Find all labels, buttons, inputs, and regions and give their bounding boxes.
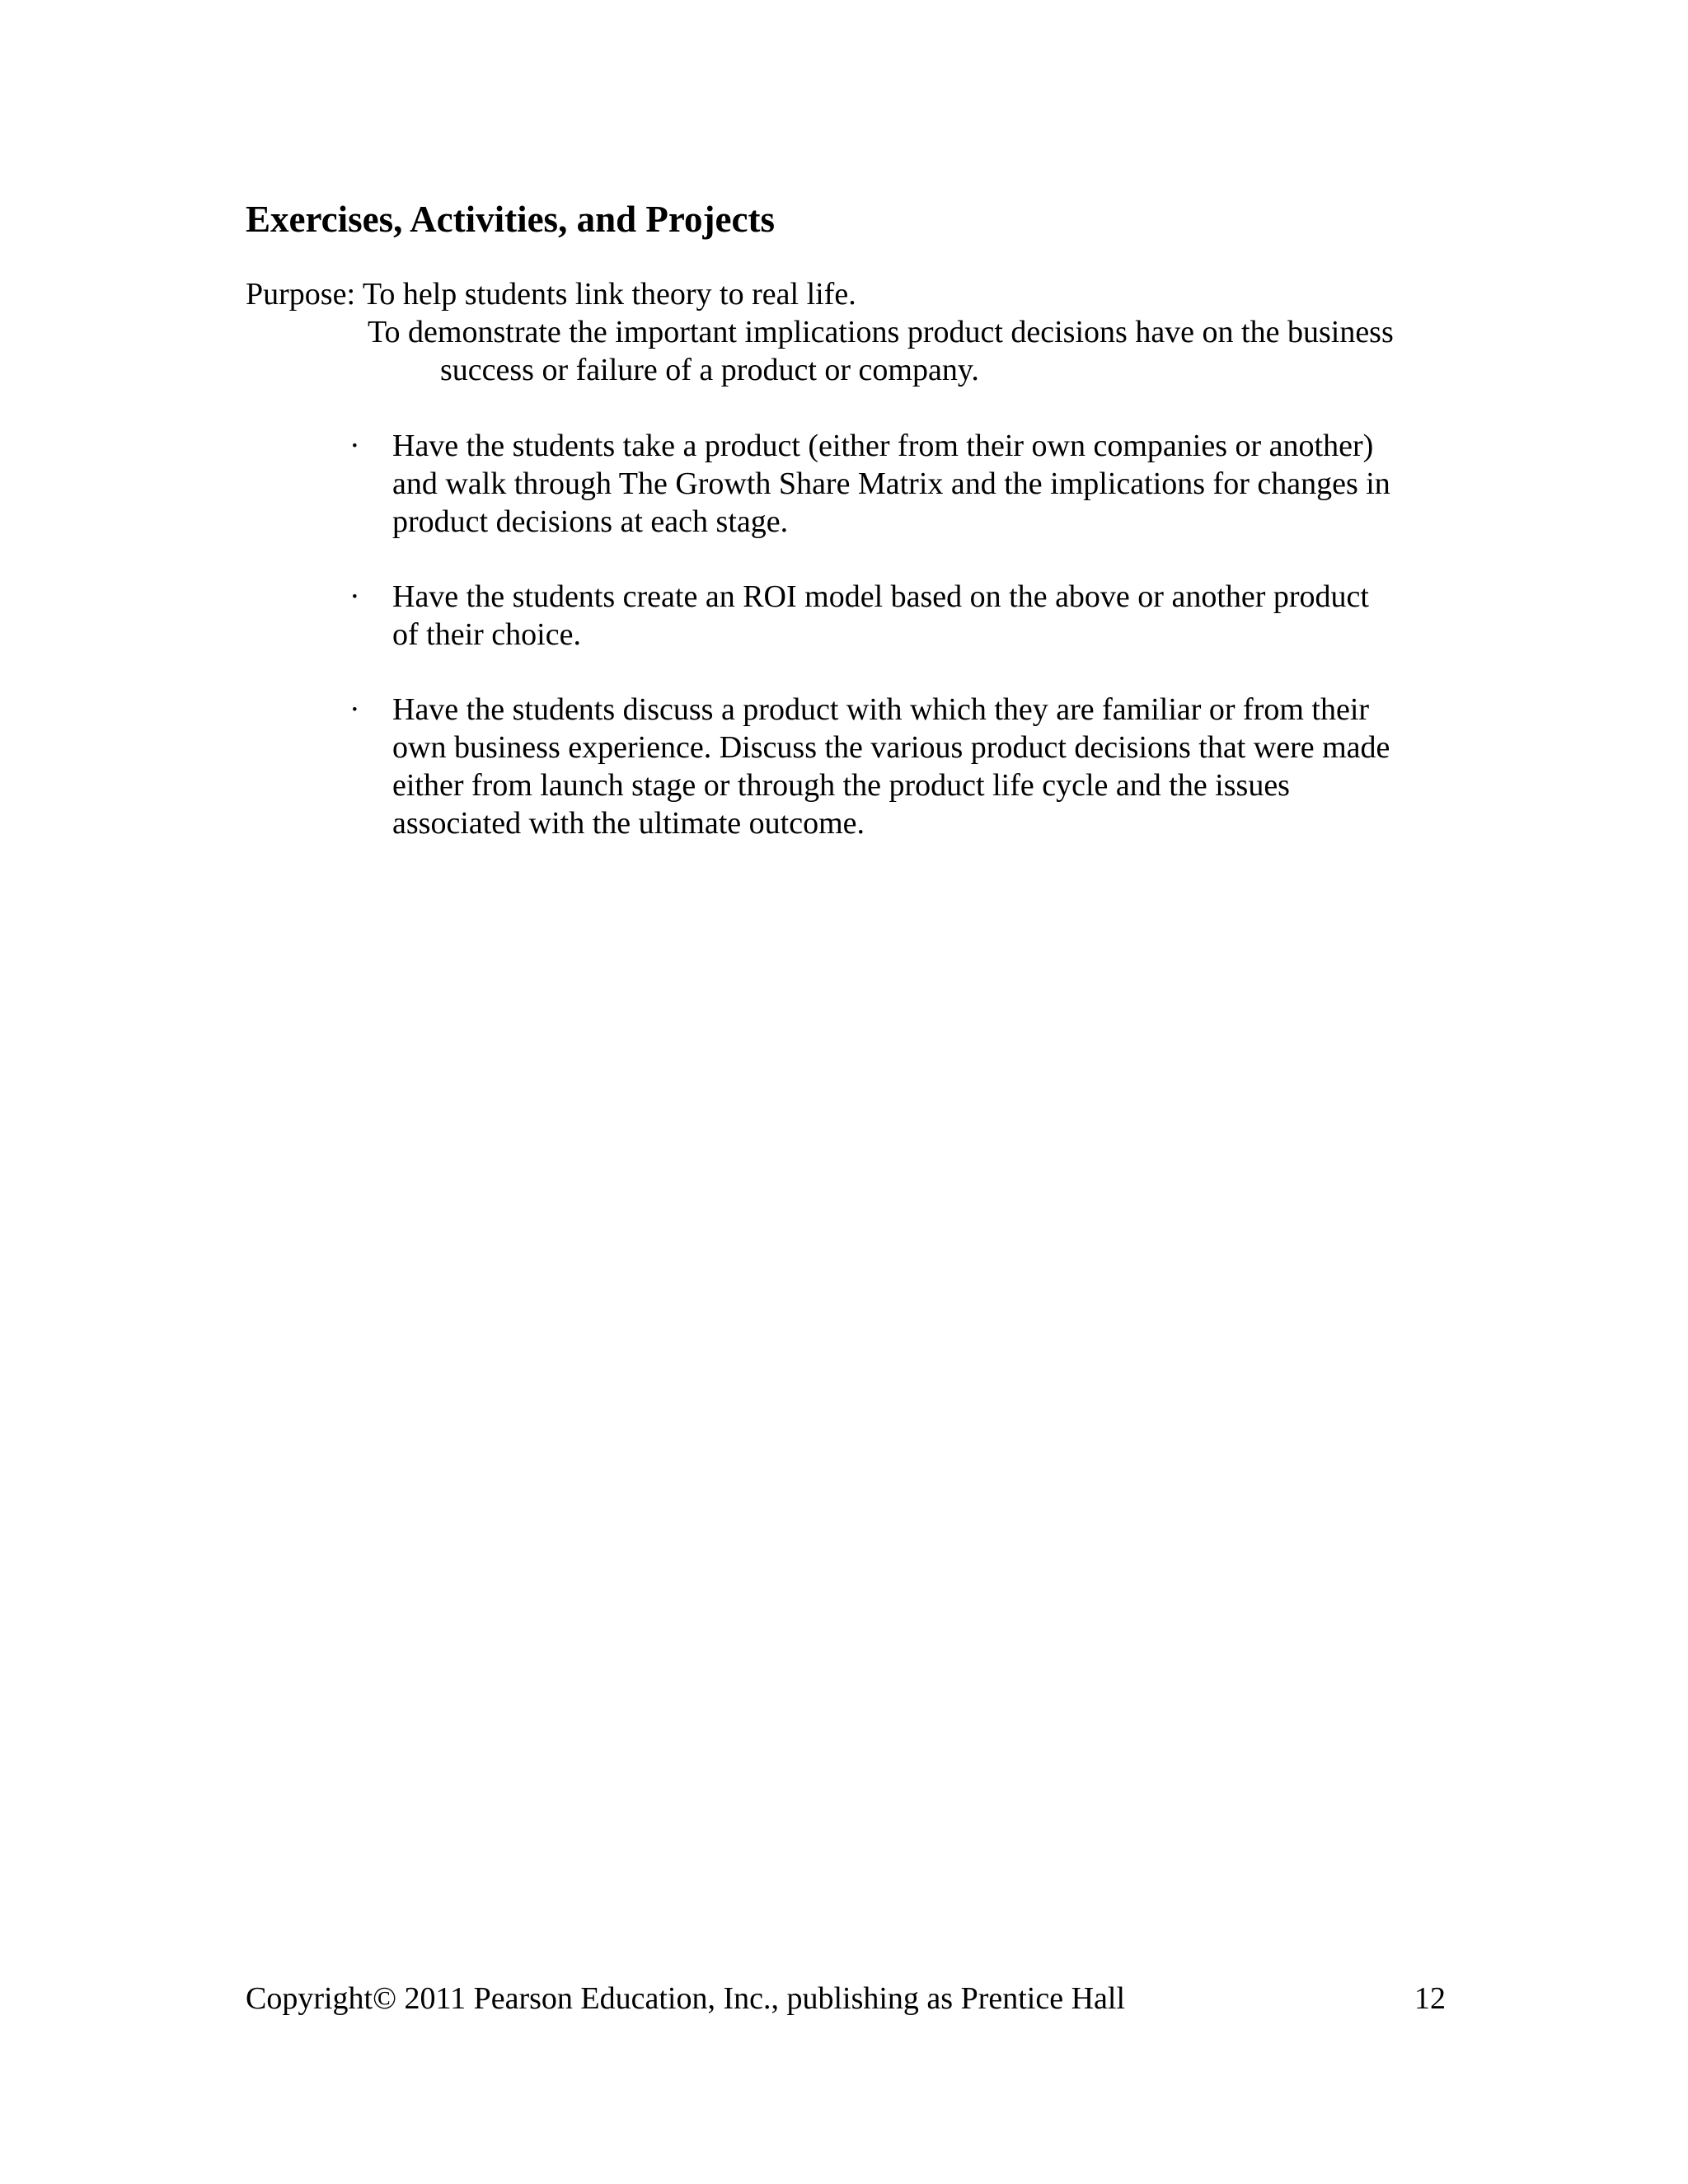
bullet-marker: ·: [349, 429, 360, 463]
list-item-text: [392, 691, 1446, 842]
purpose-line-2: To demonstrate the important implications product decisions have on the business: [368, 315, 1394, 349]
list-item-line: and walk through The Growth Share Matrix and the implications for changes in: [392, 466, 1390, 501]
page-number: 12: [1414, 1981, 1446, 2016]
list-item: [349, 427, 1446, 541]
list-item-line: Have the students take a product (either from their own companies or another): [392, 429, 1374, 463]
list-item-line: either from launch stage or through the product life cycle and the issues: [392, 768, 1290, 803]
bullet-marker: ·: [349, 579, 360, 614]
section-heading: Exercises, Activities, and Projects: [246, 199, 775, 240]
list-item-text: [392, 578, 1446, 654]
list-item-line: of their choice.: [392, 617, 581, 652]
bullet-marker: ·: [349, 692, 360, 727]
list-item-line: Have the students discuss a product with which they are familiar or from their: [392, 692, 1370, 727]
purpose-line-3: success or failure of a product or company.: [440, 353, 979, 387]
purpose-line-1: [246, 275, 856, 313]
list-item-line: Have the students create an ROI model based on the above or another product: [392, 579, 1369, 614]
list-item-line: associated with the ultimate outcome.: [392, 806, 865, 841]
purpose-label: Purpose:: [246, 277, 355, 312]
purpose-text-1: To help students link theory to real life.: [362, 277, 856, 312]
list-item-text: [392, 427, 1446, 541]
list-item-line: product decisions at each stage.: [392, 504, 789, 539]
list-item: [349, 691, 1446, 842]
footer-copyright: Copyright© 2011 Pearson Education, Inc., publishing as Prentice Hall: [246, 1981, 1126, 2016]
list-item: [349, 578, 1446, 654]
list-item-line: own business experience. Discuss the various product decisions that were made: [392, 730, 1390, 765]
